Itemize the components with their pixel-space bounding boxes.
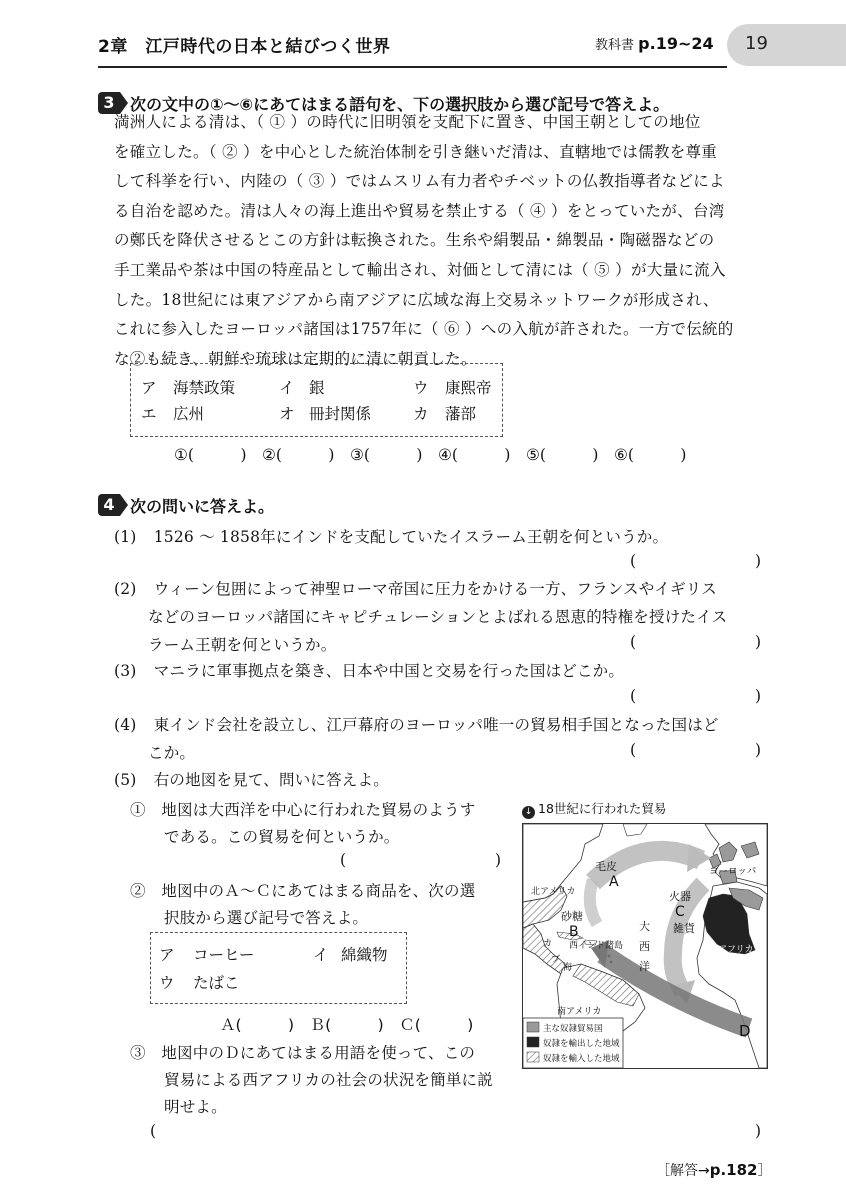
header-divider <box>98 66 727 68</box>
answer-ref-page: p.182 <box>709 1161 758 1179</box>
map-label-caribbean-3: 海 <box>563 963 573 973</box>
item-text: ウィーン包囲によって神聖ローマ帝国に圧力をかける一方、フランスやイギリス <box>153 580 717 598</box>
map-label-caribbean-1: カ <box>543 939 553 949</box>
choice-key: イ <box>313 946 329 964</box>
question-4-5-2-line-2: 択肢から選び記号で答えよ。 <box>164 909 369 927</box>
question-3-badge: 3 <box>98 92 120 114</box>
map-label-north-america: 北アメリカ <box>531 887 576 897</box>
answer-ref-close: ］ <box>757 1163 772 1179</box>
chapter-title: 2章 江戸時代の日本と結びつく世界 <box>98 37 391 57</box>
choice-row <box>141 402 476 424</box>
choice-key: ア <box>159 946 175 964</box>
item-label: (1) <box>114 528 137 546</box>
choice-row <box>159 943 388 965</box>
choice-key: エ <box>141 405 157 423</box>
item-text: マニラに軍事拠点を築き、日本や中国と交易を行った国はどこか。 <box>153 662 625 680</box>
answer-paren-close: ) <box>755 741 762 759</box>
map-svg <box>523 824 767 1068</box>
question-4-4-line-2: こか。 <box>148 744 196 762</box>
map-label-south-america: 南アメリカ <box>557 1007 602 1017</box>
answer-paren-open[interactable]: ( <box>340 851 347 869</box>
map-label-D: D <box>739 1022 751 1040</box>
question-4-5-1-line-2: である。この貿易を何というか。 <box>164 828 400 846</box>
item-label: (4) <box>114 716 137 734</box>
question-4-title: 次の問いに答えよ。 <box>130 497 275 516</box>
question-4-5-2-answer-blanks[interactable]: Ａ( ) Ｂ( ) Ｃ( ) <box>220 1016 474 1034</box>
answer-paren-open[interactable]: ( <box>630 687 637 705</box>
choice-text: 海禁政策 <box>173 379 236 397</box>
answer-paren-open[interactable]: ( <box>630 741 637 759</box>
passage-line: る自治を認めた。清は人々の海上進出や貿易を禁止する（ ④ ）をとっていたが、台湾 <box>114 201 725 220</box>
answer-paren-close: ) <box>755 552 762 570</box>
item-text: 右の地図を見て、問いに答えよ。 <box>153 771 389 789</box>
choice-key: カ <box>413 405 429 423</box>
passage-line: を確立した。（ ② ）を中心とした統治体制を引き継いだ清は、直轄地では儒教を尊重 <box>114 142 718 161</box>
legend-item-slave-import-regions: 奴隷を輸入した地域 <box>543 1054 620 1064</box>
question-3-choice-box <box>130 363 503 437</box>
choice-text: 康熙帝 <box>445 379 492 397</box>
question-4-2-line-3: ラーム王朝を何というか。 <box>148 636 337 654</box>
download-icon: ↓ <box>522 806 535 819</box>
triangular-trade-map <box>522 823 768 1069</box>
choice-key: ア <box>141 379 157 397</box>
choice-row <box>159 971 240 993</box>
choice-text: たばこ <box>193 974 240 992</box>
map-label-fur: 毛皮 <box>595 860 617 873</box>
answer-paren-close: ) <box>495 851 502 869</box>
question-4-5-3-line-3: 明せよ。 <box>164 1098 227 1116</box>
passage-line: の鄭氏を降伏させるとこの方針は転換された。生糸や絹製品・綿製品・陶磁器などの <box>114 231 715 250</box>
choice-key: オ <box>279 405 295 423</box>
choice-text: 藩部 <box>445 405 477 423</box>
choice-key: ウ <box>159 974 175 992</box>
question-4-5-3-line-1: ③ 地図中のＤにあてはまる用語を使って、この <box>130 1044 476 1062</box>
map-label-atlantic-3: 洋 <box>639 960 650 973</box>
item-label: (2) <box>114 580 137 598</box>
map-label-B: B <box>569 924 579 940</box>
question-4-2-line-2: などのヨーロッパ諸国にキャピチュレーションとよばれる恩恵的特権を授けたイス <box>148 608 728 626</box>
map-label-sugar: 砂糖 <box>561 910 583 923</box>
question-4-badge: 4 <box>98 494 120 516</box>
answer-paren-close: ) <box>755 633 762 651</box>
item-text: 東インド会社を設立し、江戸幕府のヨーロッパ唯一の貿易相手国となった国はど <box>153 716 719 734</box>
passage-line: して科挙を行い、内陸の（ ③ ）ではムスリム有力者やチベットの仏教指導者などによ <box>114 172 725 191</box>
choice-key: ウ <box>413 379 429 397</box>
answer-paren-open[interactable]: ( <box>150 1122 157 1140</box>
item-label: (3) <box>114 662 137 680</box>
answer-paren-open[interactable]: ( <box>630 633 637 651</box>
passage-line: した。18世紀には東アジアから南アジアに広域な海上交易ネットワークが形成され、 <box>114 290 719 309</box>
passage-line: 手工業品や茶は中国の特産品として輸出され、対価として清には（ ⑤ ）が大量に流入 <box>114 260 726 279</box>
question-3-passage <box>114 108 774 374</box>
textbook-pages: p.19~24 <box>638 34 714 53</box>
page-number-tab <box>727 24 846 66</box>
question-4-5 <box>114 768 389 790</box>
map-title <box>522 799 666 819</box>
answer-paren-close: ) <box>755 1122 762 1140</box>
passage-line: 満洲人による清は、（ ① ）の時代に旧明領を支配下に置き、中国王朝としての地位 <box>114 113 701 131</box>
page-number: 19 <box>745 33 768 54</box>
question-4-5-2-line-1: ② 地図中のＡ～Ｃにあてはまる商品を、次の選 <box>130 882 476 900</box>
question-4-5-3-line-2: 貿易による西アフリカの社会の状況を簡単に説 <box>164 1071 493 1089</box>
question-4-2 <box>114 577 717 599</box>
passage-line: これに参入したヨーロッパ諸国は1757年に（ ⑥ ）への入航が許された。一方で伝統的 <box>114 320 734 339</box>
question-4-1 <box>114 525 668 547</box>
choice-text: 綿織物 <box>341 946 388 964</box>
map-label-west-indies: 西インド諸島 <box>569 941 624 951</box>
map-label-atlantic-1: 大 <box>639 920 650 933</box>
question-4-3 <box>114 659 624 681</box>
choice-text: 冊封関係 <box>309 405 372 423</box>
choice-key: イ <box>279 379 295 397</box>
map-label-misc-goods: 雑貨 <box>673 922 695 935</box>
map-label-west-africa: 西アフリカ <box>709 945 754 955</box>
answer-reference <box>656 1160 771 1180</box>
choice-text: 銀 <box>309 379 325 397</box>
question-4-4 <box>114 713 719 735</box>
question-4-5-1-line-1: ① 地図は大西洋を中心に行われた貿易のようす <box>130 801 476 819</box>
question-4-5-2-choice-box <box>150 932 407 1004</box>
item-label: (5) <box>114 771 137 789</box>
answer-ref-label: ［解答→ <box>656 1163 710 1179</box>
map-label-europe: ヨーロッパ <box>709 866 757 877</box>
choice-text: 広州 <box>173 405 205 423</box>
passage-line: な②も続き、朝鮮や琉球は定期的に清に朝貢した。 <box>114 349 477 368</box>
legend-item-slave-export-regions: 奴隷を輸出した地域 <box>543 1039 620 1049</box>
map-label-A: A <box>609 874 619 890</box>
map-label-weapons: 火器 <box>669 890 691 903</box>
map-title-text: 18世紀に行われた貿易 <box>538 801 667 816</box>
question-3-answer-blanks[interactable]: ①( ) ②( ) ③( ) ④( ) ⑤( ) ⑥( ) <box>174 446 687 464</box>
choice-row <box>141 376 492 398</box>
answer-paren-close: ) <box>755 687 762 705</box>
legend-item-slave-trade-nations: 主な奴隷貿易国 <box>543 1024 603 1034</box>
map-label-C: C <box>675 904 685 920</box>
textbook-label: 教科書 <box>595 38 635 53</box>
answer-paren-open[interactable]: ( <box>630 552 637 570</box>
choice-text: コーヒー <box>193 946 255 964</box>
textbook-reference <box>595 34 714 53</box>
question-3-title: 次の文中の①～⑥にあてはまる語句を、下の選択肢から選び記号で答えよ。 <box>130 95 670 114</box>
map-label-caribbean-2: ブ <box>551 955 561 965</box>
item-text: 1526 ～ 1858年にインドを支配していたイスラーム王朝を何というか。 <box>153 528 669 546</box>
map-label-atlantic-2: 西 <box>639 940 650 953</box>
